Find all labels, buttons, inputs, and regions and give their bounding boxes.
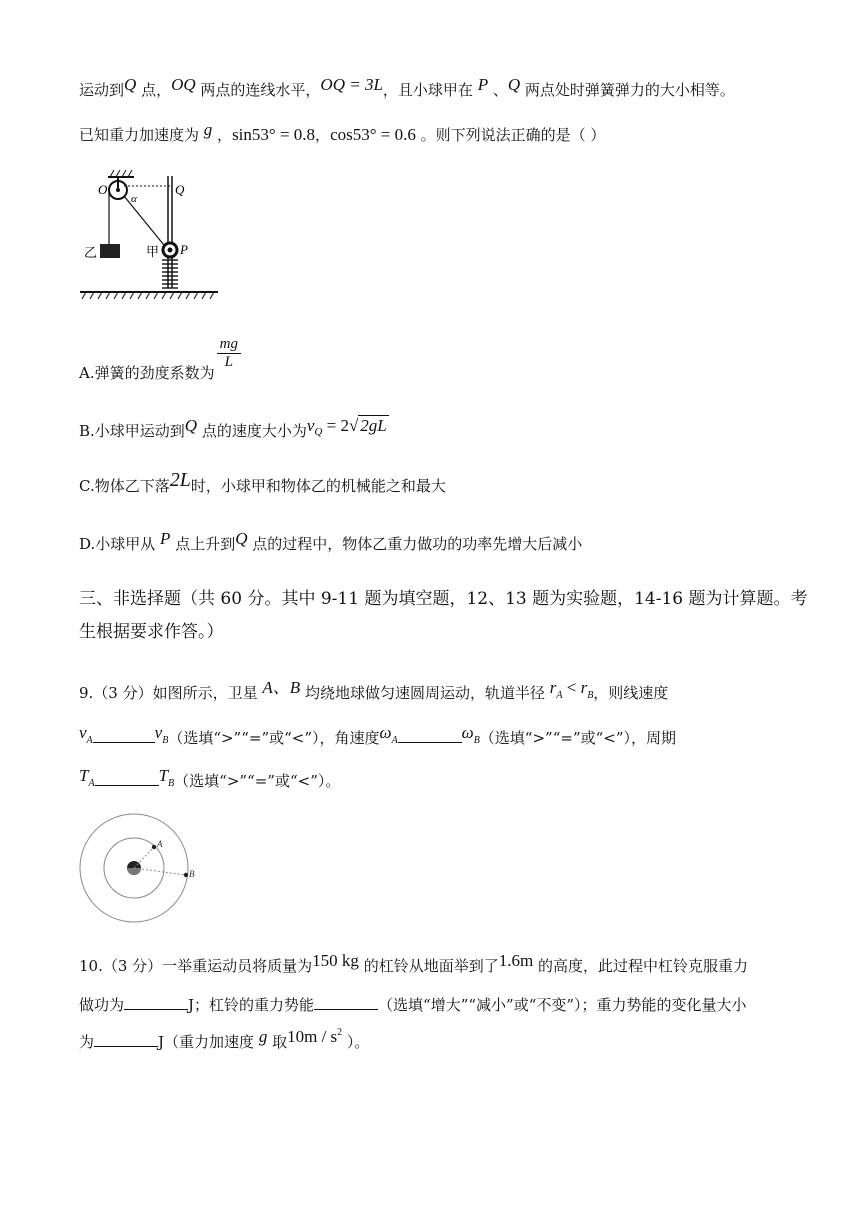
- q10-line-3: 为 J（重力加速度 g 取$10m / s^2$ ）。: [79, 1027, 370, 1051]
- option-b: B.小球甲运动到Q 点的速度大小为vQ = 2√ 2gL: [79, 416, 387, 440]
- section-3-line-1: 三、非选择题（共 60 分。其中 9-11 题为填空题，12、13 题为实验题，14-16 题为计算题。考: [79, 589, 808, 609]
- label-jia: 甲: [146, 244, 160, 259]
- q10-line-1: 10.（3 分）一举重运动员将质量为150 kg 的杠铃从地面举到了1.6m 的高度，此过程中杠铃克服重力: [79, 951, 748, 975]
- q10-line-2: 做功为 J；杠铃的重力势能 （选填“增大”“减小”或“不变”）；重力势能的变化量大小: [79, 996, 747, 1014]
- blank-work[interactable]: [124, 995, 188, 1010]
- label-B: B: [189, 869, 195, 879]
- fraction-mg-over-L: $\frac{mg}{L}$: [217, 336, 241, 371]
- label-Q: Q: [175, 182, 185, 197]
- q9-line-3: TA TB（选填“>”“=”或“<”）。: [79, 766, 341, 790]
- satellite-orbits-figure: [78, 812, 200, 924]
- pulley-spring-figure: [76, 158, 222, 300]
- label-A: A: [157, 839, 163, 849]
- q9-line-2: vA vB（选填“>”“=”或“<”），角速度ωA ωB（选填“>”“=”或“<”），周期: [79, 723, 677, 747]
- label-O: O: [98, 182, 108, 197]
- option-c: C.物体乙下落2L时，小球甲和物体乙的机械能之和最大: [79, 469, 446, 495]
- blank-vA-vB[interactable]: [93, 728, 155, 743]
- blank-potential-amount[interactable]: [94, 1032, 158, 1047]
- option-d: D.小球甲从 P 点上升到Q 点的过程中，物体乙重力做功的功率先增大后减小: [79, 529, 583, 553]
- blank-wA-wB[interactable]: [398, 728, 462, 743]
- label-yi: 乙: [84, 245, 98, 260]
- q9-line-1: 9.（3 分）如图所示，卫星 A、B 均绕地球做匀速圆周运动，轨道半径 rA < rB，则线速度: [79, 678, 669, 702]
- q8-line-2: 已知重力加速度为 g ，sin53° = 0.8，cos53° = 0.6 。则下列说法正确的是（ ）: [79, 120, 606, 144]
- blank-TA-TB[interactable]: [95, 771, 159, 786]
- blank-potential-change[interactable]: [314, 995, 378, 1010]
- label-alpha: α: [131, 193, 137, 205]
- section-3-line-2: 生根据要求作答。）: [79, 622, 224, 642]
- option-a: A.弹簧的劲度系数为 $\frac{mg}{L}$: [79, 336, 241, 371]
- label-P: P: [180, 242, 188, 257]
- q8-line-1: 运动到Q 点，OQ 两点的连线水平，OQ = 3L，且小球甲在 P 、Q 两点处时弹簧弹力的大小相等。: [79, 75, 735, 99]
